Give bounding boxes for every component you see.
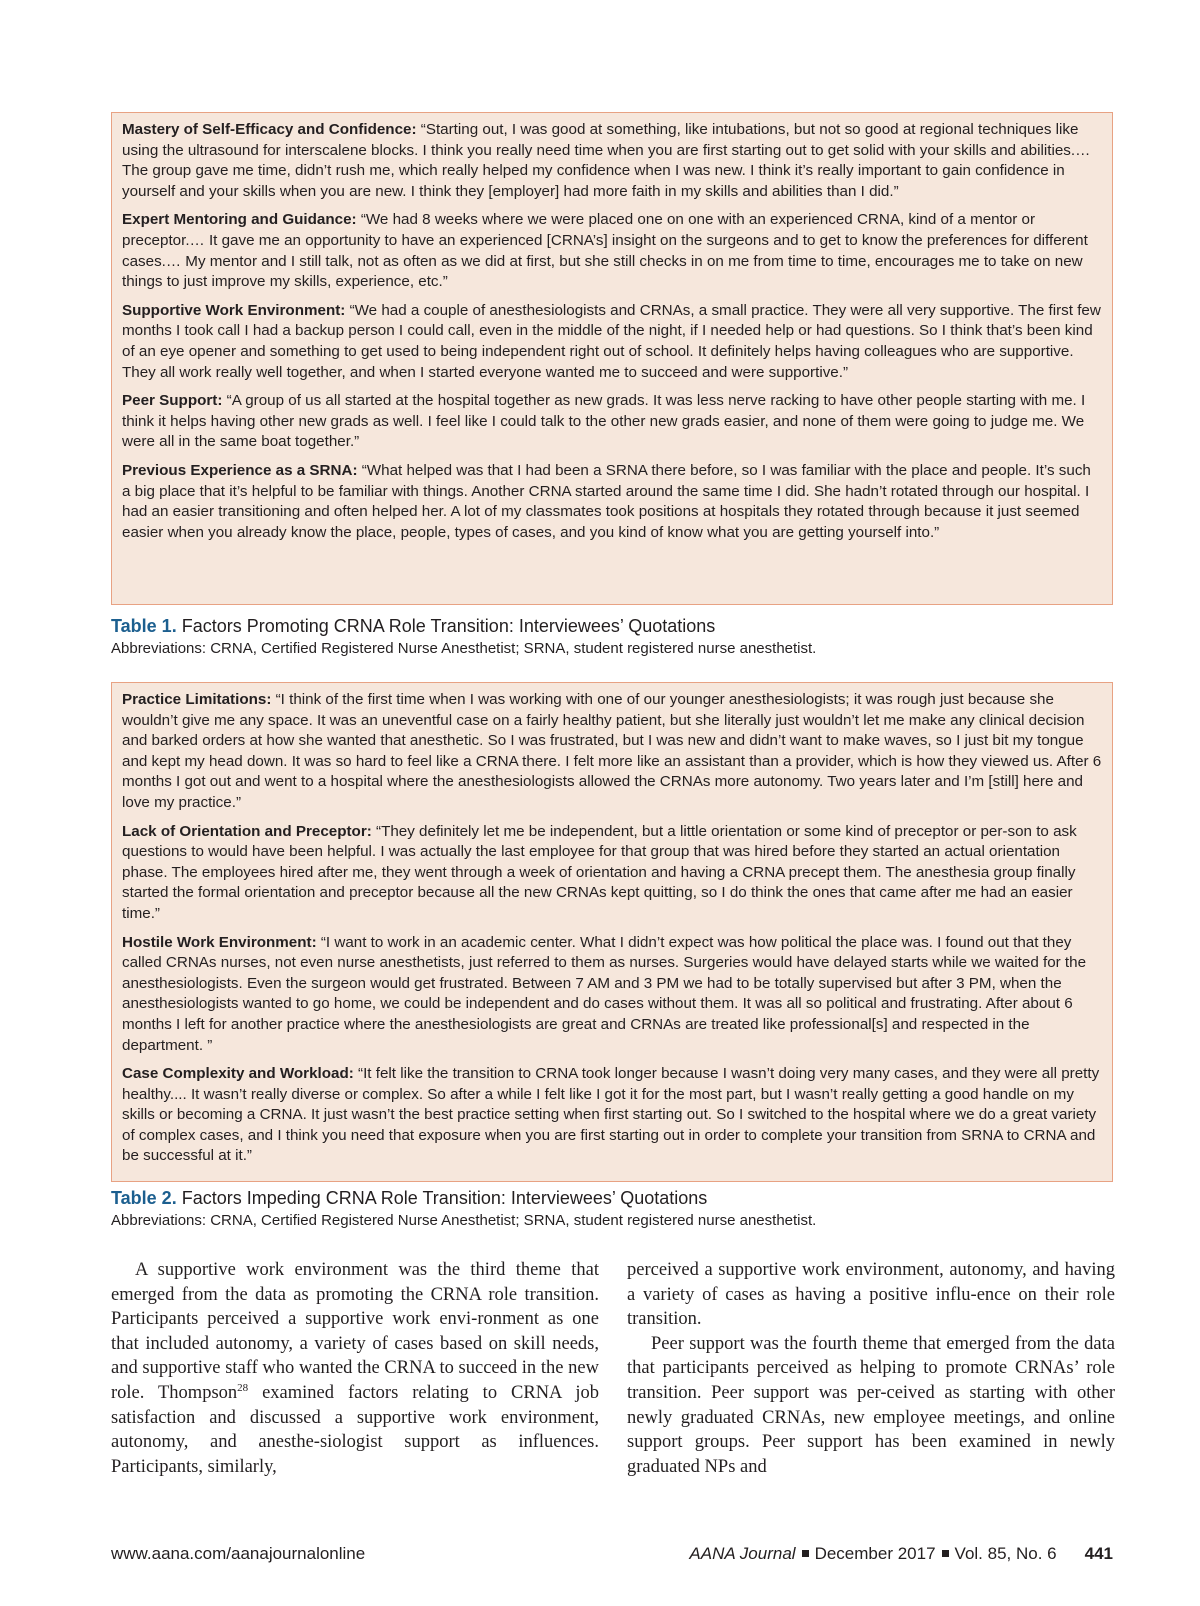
body-column-left: [111, 1258, 599, 1479]
table-2-entry: [122, 822, 1102, 925]
entry-quote: “I want to work in an academic center. What I didn’t expect was how political the place was. I found out that they called CRNAs nurses, not even nurse anesthetists, just referred to them as nurses. Surgeries would have delayed starts while we waited for the anesthesiologists. Even the surgeon would get frustrated. Between 7 AM and 3 PM we had to be totally supervised but after 3 PM, when the anesthesiologists wanted to go home, we could be independent and do cases without them. It was all so political and frustrating. After about 6 months I left for another practice where the anesthesiologists are great and CRNAs are treated like professional[s] and respected in the department. ”: [122, 933, 1087, 1054]
entry-quote: “Starting out, I was good at something, like intubations, but not so good at regional techniques like using the ultrasound for interscalene blocks. I think you really need time when you are first starting out to get solid with your skills and abilities.… The group gave me time, didn’t rush me, which really helped my confidence when I was new. I think it’s really important to gain confidence in yourself and your skills when you are new. I think they [employer] had more faith in my skills and abilities than I did.”: [122, 121, 1091, 200]
table-2-title-text: Factors Impeding CRNA Role Transition: Interviewees’ Quotations: [176, 1188, 708, 1208]
journal-url[interactable]: www.aana.com/aanajournalonline: [111, 1544, 366, 1563]
square-bullet-icon: [802, 1550, 809, 1557]
journal-name: AANA Journal: [689, 1544, 796, 1563]
square-bullet-icon: [942, 1550, 949, 1557]
table-1-number: Table 1.: [111, 616, 177, 636]
table-1-entry: [122, 461, 1102, 543]
table-1-caption: [111, 615, 1111, 658]
table-1-entry: [122, 210, 1102, 292]
table-2-entry: [122, 690, 1102, 814]
entry-quote: “We had a couple of anesthesiologists and CRNAs, a small practice. They were all very supportive. The first few months I took call I had a backup person I could call, even in the middle of the night, if I needed help or had questions. So I think that’s been kind of an eye opener and something to get used to being independent right out of school. It definitely helps having colleagues who are supportive. They all work really well together, and when I started everyone wanted me to succeed and were supportive.”: [122, 301, 1101, 381]
journal-info: [689, 1544, 1113, 1564]
entry-quote: “They definitely let me be independent, but a little orientation or some kind of preceptor or per-son to ask questions to would have been helpful. I was actually the last employee for that group that was hired before they started an actual orientation phase. The employees hired after me, they went through a week of orientation and having a CRNA precept them. The anesthesia group finally started the formal orientation and preceptor because all the new CRNAs kept quitting, so I do think the ones that came after me had an easier time.”: [122, 822, 1077, 922]
citation-superscript: 28: [237, 1381, 249, 1394]
entry-quote: “We had 8 weeks where we were placed one on one with an experienced CRNA, kind of a mentor or preceptor.… It gave me an opportunity to have an experienced [CRNA’s] insight on the surgeons and to get to know the preferences for different cases.… My mentor and I still talk, not as often as we did at first, but she still checks in on me from time to time, encourages me to take on new things to just improve my skills, experience, etc.”: [122, 211, 1088, 291]
volume-number: Vol. 85, No. 6: [954, 1544, 1057, 1563]
body-text: examined factors relating to CRNA job satisfaction and discussed a supportive work environment, autonomy, and anesthe-siologist support as influences. Participants, similarly,: [111, 1382, 599, 1477]
entry-heading: Previous Experience as a SRNA:: [122, 461, 358, 479]
page-number: 441: [1084, 1544, 1113, 1563]
issue-date: December 2017: [814, 1544, 936, 1563]
table-1-abbreviations: Abbreviations: CRNA, Certified Registered Nurse Anesthetist; SRNA, student registered nurse anesthetist.: [111, 640, 817, 657]
table-1-title-text: Factors Promoting CRNA Role Transition: Interviewees’ Quotations: [176, 616, 716, 636]
body-paragraph: perceived a supportive work environment, autonomy, and having a variety of cases as having a positive influ-ence on their role transition.: [627, 1260, 1115, 1330]
table-2-entry: [122, 1064, 1102, 1167]
entry-quote: “It felt like the transition to CRNA took longer because I wasn’t doing very many cases, and they were all pretty healthy.... It wasn’t really diverse or complex. So after a while I felt like I got it for the most part, but I wasn’t really getting a good handle on my skills or becoming a CRNA. It just wasn’t the best practice setting when first starting out. So I switched to the hospital where we do a great variety of complex cases, and I think you need that exposure when you are first starting out in order to complete your transition from SRNA to CRNA and be successful at it.”: [122, 1065, 1100, 1165]
entry-heading: Practice Limitations:: [122, 691, 272, 708]
table-1-quotes-box: [111, 112, 1113, 605]
entry-heading: Peer Support:: [122, 392, 223, 410]
entry-quote: “I think of the first time when I was working with one of our younger anesthesiologists; it was rough just because she wouldn’t give me any space. It was an uneventful case on a fairly healthy patient, but she literally just wouldn’t let me make any clinical decision and barked orders at how she wanted that anesthetic. So I was frustrated, but I was new and didn’t want to make waves, so I just bit my tongue and kept my head down. It was so hard to feel like a CRNA there. I felt more like an assistant than a provider, which is how they viewed us. After 6 months I got out and went to a hospital where the anesthesiologists allowed the CRNAs more autonomy. Two years later and I’m [still] here and love my practice.”: [122, 691, 1102, 811]
table-2-entry: [122, 933, 1102, 1057]
table-2-quotes-box: [111, 682, 1113, 1182]
table-1-entry: [122, 391, 1102, 453]
entry-heading: Case Complexity and Workload:: [122, 1065, 354, 1083]
body-column-right: [627, 1258, 1115, 1479]
table-1-entry: [122, 120, 1102, 202]
table-1-title: [111, 615, 1111, 637]
table-2-abbreviations: Abbreviations: CRNA, Certified Registered Nurse Anesthetist; SRNA, student registered nurse anesthetist.: [111, 1212, 817, 1229]
page-footer: [111, 1544, 1113, 1568]
entry-heading: Lack of Orientation and Preceptor:: [122, 822, 372, 840]
body-paragraph: Peer support was the fourth theme that emerged from the data that participants perceived as helping to promote CRNAs’ role transition. Peer support was per-ceived as starting with other newly graduated CRNAs, new employee meetings, and online support groups. Peer support has been examined in newly graduated NPs and: [627, 1333, 1115, 1477]
entry-heading: Supportive Work Environment:: [122, 301, 346, 319]
table-2-caption: [111, 1187, 1111, 1230]
entry-quote: “What helped was that I had been a SRNA there before, so I was familiar with the place and people. It’s such a big place that it’s helpful to be familiar with things. Another CRNA started around the same time I did. She hadn’t rotated through our hospital. I had an easier transitioning and often helped her. A lot of my classmates took positions at hospitals they rotated through because it just seemed easier when you already know the place, people, types of cases, and you kind of know what you are getting yourself into.”: [122, 461, 1091, 541]
body-text: A supportive work environment was the third theme that emerged from the data as promoting the CRNA role transition. Participants perceived a supportive work envi-ronment as one that included autonomy, a variety of cases based on skill needs, and supportive staff who wanted the CRNA to succeed in the new role. Thompson: [111, 1260, 599, 1403]
table-2-title: [111, 1187, 1111, 1209]
entry-heading: Hostile Work Environment:: [122, 933, 317, 951]
entry-heading: Expert Mentoring and Guidance:: [122, 211, 357, 229]
entry-heading: Mastery of Self-Efficacy and Confidence:: [122, 121, 417, 138]
entry-quote: “A group of us all started at the hospital together as new grads. It was less nerve racking to have other people starting with me. I think it helps having other new grads as well. I feel like I could talk to the other new grads easier, and none of them were going to judge me. We were all in the same boat together.”: [122, 392, 1086, 451]
table-2-number: Table 2.: [111, 1188, 177, 1208]
body-paragraph: [111, 1258, 599, 1479]
table-1-entry: [122, 301, 1102, 383]
